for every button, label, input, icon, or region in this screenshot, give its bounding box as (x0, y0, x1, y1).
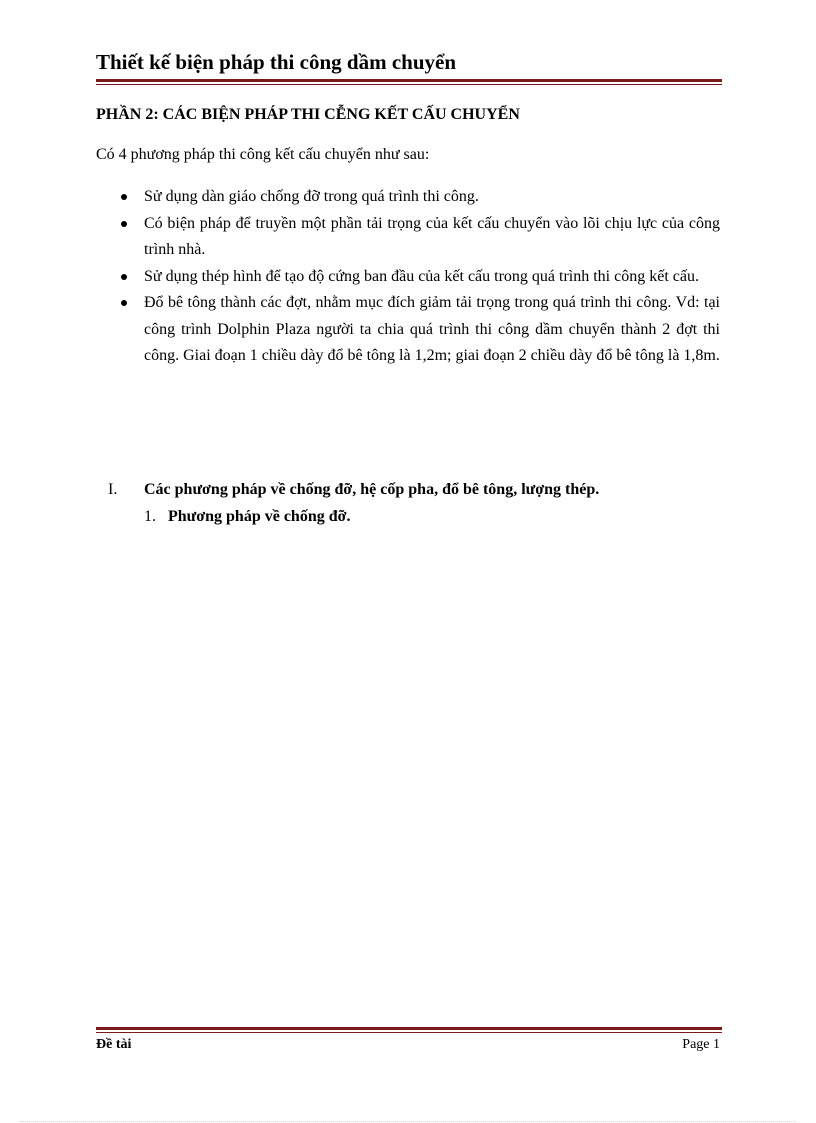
sub-heading (144, 508, 350, 526)
bullet-dot-icon (121, 274, 127, 280)
bullet-item-3 (96, 264, 720, 291)
bullet-item-4 (96, 290, 720, 370)
header-rule (96, 79, 722, 85)
bullet-text-1: Sử dụng dàn giáo chống đỡ trong quá trình thi công. (144, 188, 479, 205)
page-header-title: Thiết kế biện pháp thi công dầm chuyển (96, 50, 456, 74)
intro-paragraph: Có 4 phương pháp thi công kết cấu chuyển như sau: (96, 146, 430, 163)
footer-left-label: Đề tài (96, 1037, 132, 1052)
sub-heading-text: Phương pháp về chống đỡ. (168, 508, 351, 525)
bullet-text-3: Sử dụng thép hình để tạo độ cứng ban đầu của kết cấu trong quá trình thi công kết cấu. (144, 267, 699, 285)
roman-heading-text: Các phương pháp về chống đỡ, hệ cốp pha, đổ bê tông, lượng thép. (144, 481, 600, 498)
header-rule-thin (96, 84, 722, 85)
bullet-dot-icon (121, 194, 127, 200)
roman-heading-number: I. (108, 481, 118, 498)
sub-heading-number: 1. (144, 508, 156, 525)
bullet-text-2: Có biện pháp để truyền một phần tải trọng của kết cấu chuyển vào lõi chịu lực của công trình nhà. (144, 214, 720, 258)
bullet-dot-icon (121, 221, 127, 227)
bullet-item-2 (96, 211, 720, 264)
bullet-item-1 (96, 184, 720, 211)
bullet-dot-icon (121, 300, 127, 306)
footer-page-number: Page 1 (682, 1037, 720, 1052)
page-bottom-divider (20, 1121, 796, 1122)
bullet-text-4: Đổ bê tông thành các đợt, nhằm mục đích giảm tải trọng trong quá trình thi công. Vd: tại công trình Dolphin Plaza người ta chia quá trình thi công dầm chuyển thành 2 đợt thi công. Giai đoạn 1 chiều dày đổ bê tông là 1,2m; giai đoạn 2 chiều dày đổ bê tông là 1,8m. (144, 294, 720, 364)
footer-rule (96, 1027, 722, 1033)
bullet-list (96, 184, 720, 370)
footer-rule-thin (96, 1032, 722, 1033)
section-heading: PHẦN 2: CÁC BIỆN PHÁP THI CỄNG KẾT CẤU CHUYỂN (96, 106, 520, 123)
roman-heading (108, 481, 599, 499)
